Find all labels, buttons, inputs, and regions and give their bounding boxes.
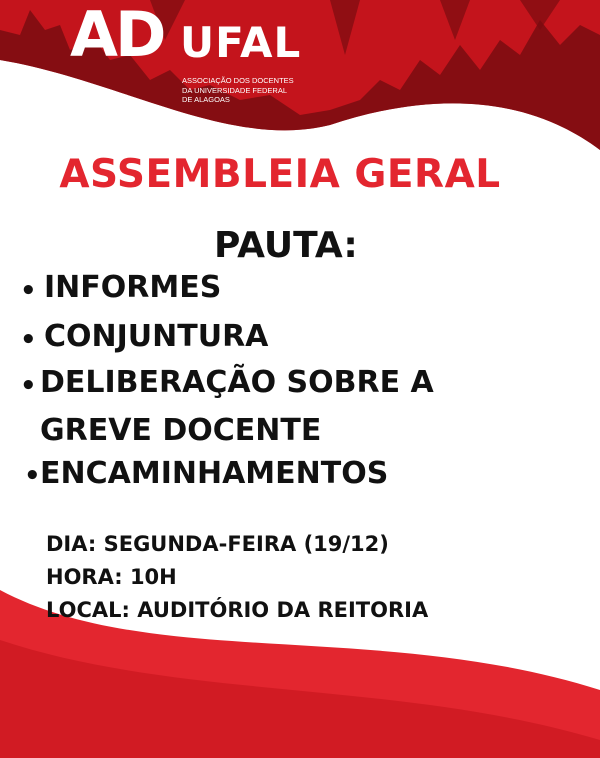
event-time: HORA: 10H [46, 565, 177, 589]
bullet-icon: • [24, 461, 41, 491]
bullet-icon: • [20, 371, 37, 401]
event-details [46, 528, 428, 627]
logo-subtitle-line: DA UNIVERSIDADE FEDERAL [182, 85, 288, 95]
logo-subtitle-line: DE ALAGOAS [182, 95, 230, 104]
agenda-item: CONJUNTURA [44, 319, 269, 354]
bullet-icon: • [20, 276, 37, 306]
bullet-icon: • [20, 325, 37, 355]
logo-name: UFAL [180, 18, 302, 67]
logo-mark: AD [70, 0, 164, 71]
agenda-item: INFORMES [44, 270, 222, 305]
agenda-item: ENCAMINHAMENTOS [40, 456, 389, 491]
event-location: LOCAL: AUDITÓRIO DA REITORIA [46, 598, 429, 622]
logo-subtitle-line: ASSOCIAÇÃO DOS DOCENTES [182, 76, 294, 85]
event-date: DIA: SEGUNDA-FEIRA (19/12) [46, 532, 389, 556]
logo-subtitle [182, 76, 342, 105]
agenda-item: DELIBERAÇÃO SOBRE A [40, 365, 434, 400]
agenda-item: GREVE DOCENTE [40, 413, 322, 448]
agenda-heading: PAUTA: [214, 225, 358, 266]
page-title: ASSEMBLEIA GERAL [59, 152, 501, 197]
